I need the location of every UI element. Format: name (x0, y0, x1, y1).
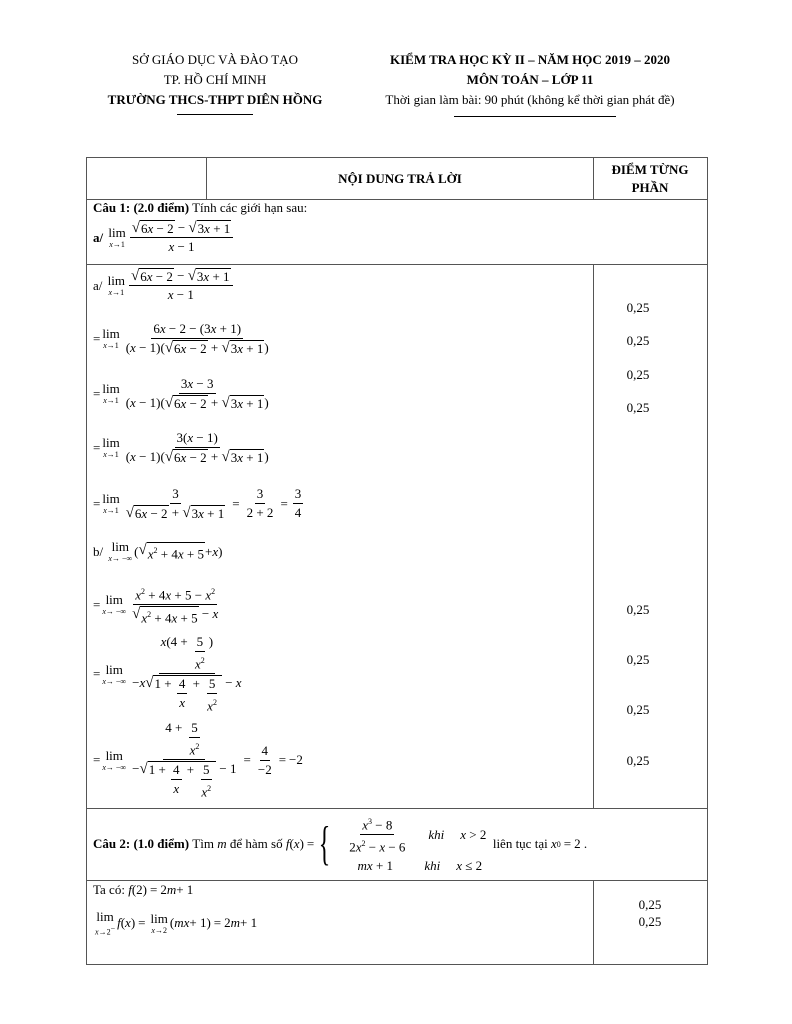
answer-table (86, 157, 708, 965)
school-header (90, 50, 340, 110)
question-2-label: Câu 2: (1.0 điểm) (93, 836, 190, 851)
score-value: 0,25 (626, 753, 650, 768)
question-1-label: Câu 1: (2.0 điểm) (93, 200, 190, 215)
case-keyword: khi (424, 858, 441, 873)
exam-title: KIỂM TRA HỌC KỲ II – NĂM HỌC 2019 – 2020 (390, 52, 670, 67)
grid-line (593, 880, 594, 964)
score-header-line1: ĐIỂM TỪNG (611, 161, 689, 177)
part-b-label: b/ (93, 543, 104, 559)
solution-2-step-1: lim x→2− f ( x ) = lim x→2 ( mx + 1) = 2 m + 1 (95, 909, 258, 937)
question-2-tail: liên tục tại (492, 836, 548, 851)
score-value: 0,25 (626, 400, 650, 415)
score-value: 0,25 (626, 652, 650, 667)
question-2-prompt: Tìm (192, 836, 214, 851)
solution-b-step-1: = lim x→ −∞ $x^2 + 4x + 5 - x^2$ √ $x^2 + 4x + 5$ − x (93, 584, 222, 626)
score-value: 0,25 (626, 300, 650, 315)
divider (177, 114, 253, 115)
column-header-content: NỘI DUNG TRẢ LỜI (338, 170, 462, 186)
part-a-label: a/ (93, 229, 104, 245)
score-value: 0,25 (638, 914, 662, 929)
grid-line (593, 264, 594, 808)
score-header-line2: PHẦN (631, 179, 669, 195)
grid-line (87, 880, 707, 881)
solution-a-step-3: = lim x→1 3(x − 1) (x − 1)( √ 6x − 2 + √ 3x + 1 ) (93, 430, 269, 465)
score-value: 0,25 (626, 333, 650, 348)
question-2-heading: Câu 2: (1.0 điểm) Tìm m để hàm số f ( x ) = { $\frac{x^3 - 8}{2x^2 - x - 6}$ khi x > 2 mx + 1 khi x ≤ 2 liên tục tại x 0 = 2 . (93, 812, 587, 876)
solution-a-step-4: = lim x→1 3 √ 6x − 2 + √ 3x + 1 = $\frac{3}{2 + 2}$ = $\frac{3}{4}$ (93, 486, 302, 521)
exam-duration: Thời gian làm bài: 90 phút (không kể thời gian phát đề) (385, 92, 675, 107)
grid-line (87, 808, 707, 809)
score-value: 0,25 (638, 897, 662, 912)
column-header-score (594, 158, 706, 199)
solution-a-step-2: = lim x→1 3x − 3 (x − 1)( √ 6x − 2 + √ 3x + 1 ) (93, 376, 269, 411)
case-keyword: khi (428, 826, 445, 842)
exam-subject: MÔN TOÁN – LỚP 11 (466, 72, 594, 87)
city-name: TP. HỒ CHÍ MINH (163, 72, 267, 87)
part-a-label: a/ (93, 277, 103, 293)
question-1-heading (93, 200, 307, 216)
solution-intro: Ta có: (93, 882, 125, 897)
question-1-prompt: Tính các giới hạn sau: (192, 200, 308, 215)
solution-b-step-2: = lim x→ −∞ x(4 + $\frac{5}{x^2}$ ) −x √ 1 + $\frac{4}{x}$ + $\frac{5}{x^2}$ − x (93, 634, 242, 714)
solution-2-step-0: Ta có: f (2) = 2 m + 1 (93, 882, 194, 897)
score-value: 0,25 (626, 702, 650, 717)
question-2-variable: m (217, 836, 227, 851)
grid-line (87, 264, 707, 265)
solution-b-step-0: b/ lim x→ −∞ ( √ $x^2 + 4x + 5$ + x ) (93, 539, 223, 563)
solution-a-step-0: a/ lim x→1 √ 6x − 2 − √ 3x + 1 x − 1 (93, 268, 235, 303)
exam-header (360, 50, 700, 110)
question-1a-expression: a/ lim x→1 √ 6x − 2 − √ 3x + 1 x − 1 (93, 220, 235, 255)
school-name: TRƯỜNG THCS-THPT DIÊN HỒNG (107, 92, 323, 107)
solution-b-step-3: = lim x→ −∞ 4 + $\frac{5}{x^2}$ − √ 1 + $\frac{4}{x}$ + $\frac{5}{x^2}$ − 1 = $\frac{4}{-2}$ = −2 (93, 720, 303, 800)
score-value: 0,25 (626, 602, 650, 617)
score-value: 0,25 (626, 367, 650, 382)
solution-a-step-1: = lim x→1 6x − 2 − (3x + 1) (x − 1)( √ 6x − 2 + √ 3x + 1 ) (93, 321, 269, 356)
question-2-prompt-cont: để hàm số (229, 836, 283, 851)
department-name: SỞ GIÁO DỤC VÀ ĐÀO TẠO (132, 52, 298, 67)
divider (454, 116, 616, 117)
